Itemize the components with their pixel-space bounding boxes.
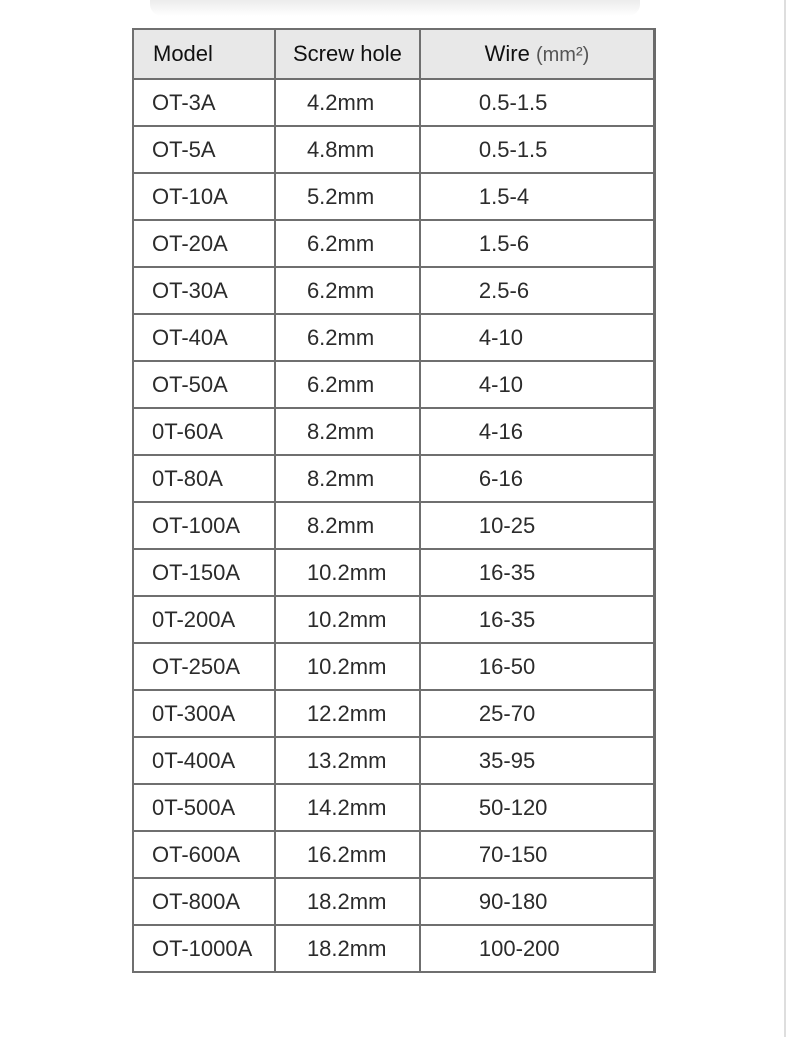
- cell-screw-hole: 6.2mm: [275, 220, 420, 267]
- table-row: [133, 643, 655, 690]
- header-wire-unit: (mm²): [535, 44, 590, 66]
- cell-screw-hole: 13.2mm: [275, 737, 420, 784]
- table-row: [133, 267, 655, 314]
- header-model: Model: [133, 29, 275, 79]
- cell-screw-hole: 10.2mm: [275, 643, 420, 690]
- cell-screw-hole: 6.2mm: [275, 361, 420, 408]
- cell-wire: 4-16: [420, 408, 655, 455]
- cell-screw-hole: 18.2mm: [275, 925, 420, 972]
- cell-screw-hole: 4.8mm: [275, 126, 420, 173]
- cell-wire: 35-95: [420, 737, 655, 784]
- top-shadow-decoration: [150, 0, 640, 16]
- table-row: [133, 925, 655, 972]
- table-row: [133, 737, 655, 784]
- cell-model: 0T-300A: [133, 690, 275, 737]
- table-row: [133, 314, 655, 361]
- cell-screw-hole: 18.2mm: [275, 878, 420, 925]
- cell-model: OT-40A: [133, 314, 275, 361]
- header-wire: [420, 29, 655, 79]
- cell-screw-hole: 5.2mm: [275, 173, 420, 220]
- table-row: [133, 126, 655, 173]
- table-row: [133, 596, 655, 643]
- cell-wire: 10-25: [420, 502, 655, 549]
- cell-model: 0T-60A: [133, 408, 275, 455]
- table-row: [133, 220, 655, 267]
- cell-model: OT-1000A: [133, 925, 275, 972]
- cell-model: OT-250A: [133, 643, 275, 690]
- cell-wire: 100-200: [420, 925, 655, 972]
- cell-screw-hole: 14.2mm: [275, 784, 420, 831]
- spec-table: [132, 28, 656, 973]
- header-row: [133, 29, 655, 79]
- cell-wire: 0.5-1.5: [420, 126, 655, 173]
- cell-wire: 70-150: [420, 831, 655, 878]
- cell-screw-hole: 4.2mm: [275, 79, 420, 126]
- cell-wire: 4-10: [420, 361, 655, 408]
- header-screw-hole: Screw hole: [275, 29, 420, 79]
- cell-screw-hole: 8.2mm: [275, 408, 420, 455]
- cell-wire: 1.5-4: [420, 173, 655, 220]
- table-row: [133, 79, 655, 126]
- cell-wire: 1.5-6: [420, 220, 655, 267]
- table-row: [133, 408, 655, 455]
- cell-model: 0T-200A: [133, 596, 275, 643]
- table-row: [133, 361, 655, 408]
- cell-wire: 16-35: [420, 596, 655, 643]
- cell-model: 0T-80A: [133, 455, 275, 502]
- cell-model: OT-800A: [133, 878, 275, 925]
- cell-wire: 2.5-6: [420, 267, 655, 314]
- table-row: [133, 878, 655, 925]
- cell-model: OT-20A: [133, 220, 275, 267]
- table-row: [133, 502, 655, 549]
- cell-screw-hole: 16.2mm: [275, 831, 420, 878]
- table-row: [133, 784, 655, 831]
- cell-wire: 16-50: [420, 643, 655, 690]
- table-row: [133, 455, 655, 502]
- cell-wire: 6-16: [420, 455, 655, 502]
- cell-wire: 16-35: [420, 549, 655, 596]
- table-row: [133, 173, 655, 220]
- cell-model: OT-3A: [133, 79, 275, 126]
- table-row: [133, 549, 655, 596]
- cell-model: OT-30A: [133, 267, 275, 314]
- cell-screw-hole: 6.2mm: [275, 267, 420, 314]
- table-row: [133, 690, 655, 737]
- cell-model: 0T-400A: [133, 737, 275, 784]
- page-edge-divider: [784, 0, 786, 1037]
- cell-model: OT-100A: [133, 502, 275, 549]
- cell-wire: 90-180: [420, 878, 655, 925]
- cell-model: OT-5A: [133, 126, 275, 173]
- cell-screw-hole: 8.2mm: [275, 455, 420, 502]
- cell-wire: 4-10: [420, 314, 655, 361]
- cell-model: OT-150A: [133, 549, 275, 596]
- cell-screw-hole: 8.2mm: [275, 502, 420, 549]
- cell-screw-hole: 6.2mm: [275, 314, 420, 361]
- cell-model: 0T-500A: [133, 784, 275, 831]
- header-wire-label: Wire: [484, 41, 530, 66]
- cell-model: OT-50A: [133, 361, 275, 408]
- table-row: [133, 831, 655, 878]
- cell-screw-hole: 10.2mm: [275, 596, 420, 643]
- cell-screw-hole: 10.2mm: [275, 549, 420, 596]
- cell-screw-hole: 12.2mm: [275, 690, 420, 737]
- cell-wire: 50-120: [420, 784, 655, 831]
- cell-model: OT-10A: [133, 173, 275, 220]
- cell-model: OT-600A: [133, 831, 275, 878]
- cell-wire: 25-70: [420, 690, 655, 737]
- cell-wire: 0.5-1.5: [420, 79, 655, 126]
